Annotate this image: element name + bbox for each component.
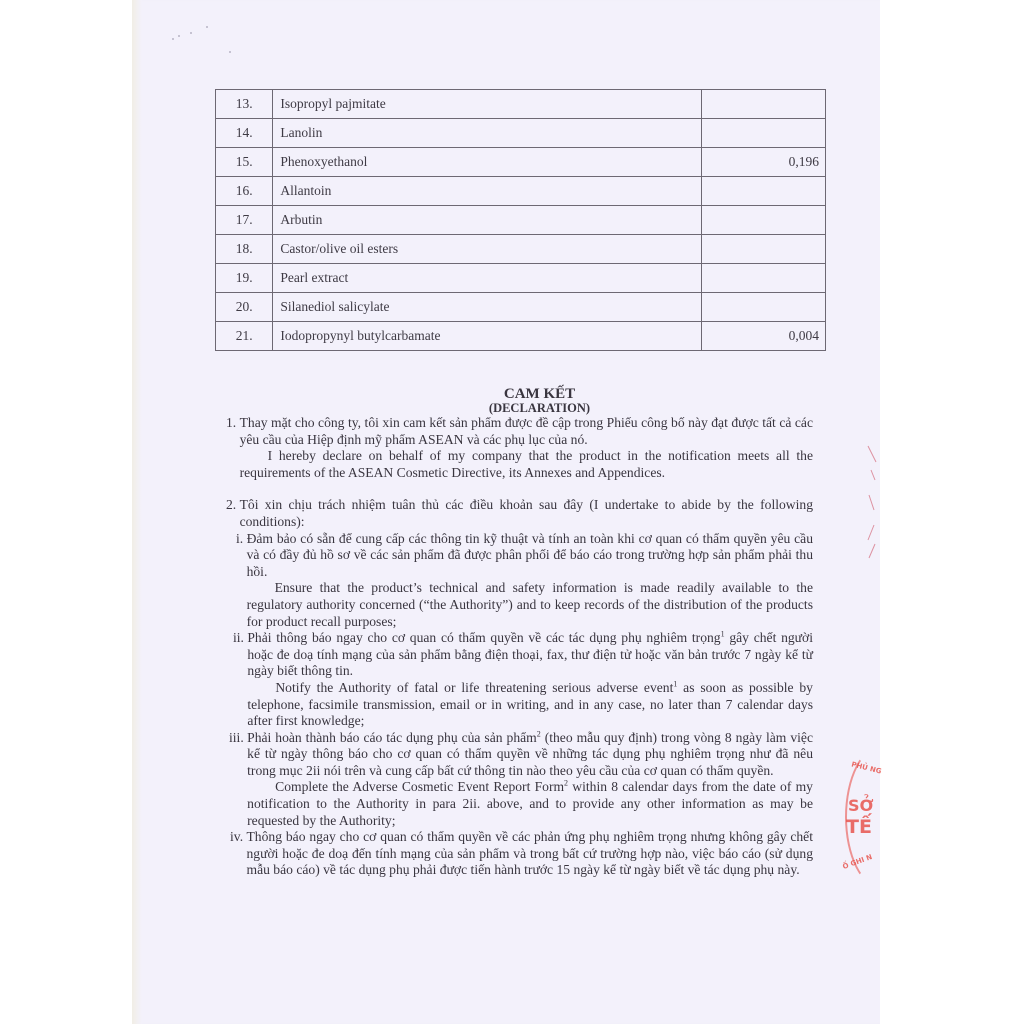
condition-i-english: Ensure that the product’s technical and safety information is made readily available to the regulatory authority concerned (“the Authority”) and to keep records of the distribution of the products for product recall purposes; bbox=[246, 580, 813, 629]
condition-i bbox=[226, 531, 813, 631]
ingredient-name: Silanediol salicylate bbox=[273, 293, 702, 322]
page-left-edge bbox=[132, 0, 142, 1024]
scan-speck bbox=[206, 26, 208, 28]
concentration-value bbox=[702, 235, 826, 264]
concentration-value: 0,004 bbox=[702, 322, 826, 351]
concentration-value bbox=[702, 206, 826, 235]
declaration-item-2 bbox=[226, 497, 813, 530]
condition-label: i. bbox=[236, 530, 247, 546]
declaration-section bbox=[226, 386, 813, 879]
row-number: 13. bbox=[216, 90, 273, 119]
scan-background-right bbox=[880, 0, 1024, 1024]
row-number: 14. bbox=[216, 119, 273, 148]
concentration-value: 0,196 bbox=[702, 148, 826, 177]
row-number: 18. bbox=[216, 235, 273, 264]
ingredient-name: Lanolin bbox=[273, 119, 702, 148]
declaration-item-1 bbox=[226, 415, 813, 481]
stamp-middle-text-1: SỞ bbox=[848, 796, 874, 815]
row-number: 19. bbox=[216, 264, 273, 293]
row-number: 17. bbox=[216, 206, 273, 235]
concentration-value bbox=[702, 177, 826, 206]
text-segment: (theo mẫu quy định) trong vòng 8 ngày làm việc kể từ ngày thông báo cho cơ quan có thẩm quyền về những tác dụng phụ nghiêm trọng như đã nêu trong mục 2ii nói trên và cung cấp bất cứ thông tin nào theo yêu cầu của cơ quan có thẩm quyền. bbox=[247, 729, 813, 778]
row-number: 15. bbox=[216, 148, 273, 177]
scan-speck bbox=[229, 51, 231, 53]
condition-iv-vietnamese: Thông báo ngay cho cơ quan có thẩm quyền về các phản ứng phụ nghiêm trọng nhưng không gây chết người hoặc đe doạ đến tính mạng của sản phẩm và trong bất cứ trường hợp nào, việc báo cáo (sử dụng mẫu báo cáo) về tác dụng phụ phải được tiến hành trước 15 ngày kể từ ngày biết về tác dụng phụ này. bbox=[246, 829, 813, 878]
ingredient-name: Allantoin bbox=[273, 177, 702, 206]
table-row bbox=[216, 148, 826, 177]
text-segment: within 8 calendar days from the date of my notification to the Authority in para 2ii. above, and to provide any other information as may be requested by the Authority; bbox=[247, 779, 813, 828]
footnote-marker: 2 bbox=[564, 778, 569, 788]
table-row bbox=[216, 235, 826, 264]
item-number: 1. bbox=[226, 415, 240, 430]
scan-speck bbox=[172, 38, 174, 40]
text-segment: Phải hoàn thành báo cáo tác dụng phụ của sản phẩm bbox=[247, 729, 537, 745]
item-1-english: I hereby declare on behalf of my company that the product in the notification meets all the requirements of the ASEAN Cosmetic Directive, its Annexes and Appendices. bbox=[239, 448, 813, 480]
table-row bbox=[216, 90, 826, 119]
footnote-marker: 2 bbox=[536, 729, 541, 739]
table-row bbox=[216, 206, 826, 235]
text-segment: Notify the Authority of fatal or life threatening serious adverse event bbox=[275, 679, 674, 695]
ingredient-name: Phenoxyethanol bbox=[273, 148, 702, 177]
row-number: 21. bbox=[216, 322, 273, 351]
declaration-title: CAM KẾT bbox=[503, 386, 576, 402]
footnote-marker: 1 bbox=[720, 629, 725, 639]
item-2-intro: Tôi xin chịu trách nhiệm tuân thủ các điều khoản sau đây (I undertake to abide by the following conditions): bbox=[239, 497, 813, 529]
text-segment: Complete the Adverse Cosmetic Event Report Form bbox=[275, 779, 565, 795]
concentration-value bbox=[702, 119, 826, 148]
row-number: 20. bbox=[216, 293, 273, 322]
stamp-fragment-upper bbox=[866, 440, 880, 560]
condition-label: ii. bbox=[233, 630, 248, 646]
item-number: 2. bbox=[226, 497, 240, 513]
condition-ii bbox=[226, 630, 813, 730]
stamp-middle-text-2: TẾ bbox=[846, 816, 872, 838]
ingredient-name: Arbutin bbox=[273, 206, 702, 235]
ingredient-name: Pearl extract bbox=[273, 264, 702, 293]
row-number: 16. bbox=[216, 177, 273, 206]
concentration-value bbox=[702, 264, 826, 293]
condition-iii bbox=[226, 730, 813, 830]
table-row bbox=[216, 264, 826, 293]
text-segment: as soon as possible by telephone, facsimile transmission, email or in writing, and in any case, no later than 7 calendar days after first knowledge; bbox=[247, 679, 813, 729]
ingredient-name: Isopropyl pajmitate bbox=[273, 90, 702, 119]
text-segment: Phải thông báo ngay cho cơ quan có thẩm quyền về các tác dụng phụ nghiêm trọng bbox=[247, 630, 721, 646]
declaration-subtitle: (DECLARATION) bbox=[488, 401, 591, 415]
scan-speck bbox=[178, 35, 180, 37]
condition-i-vietnamese: Đảm bảo có sẵn để cung cấp các thông tin kỹ thuật và tính an toàn khi cơ quan có thẩm quyền yêu cầu và có đầy đủ hồ sơ về các sản phẩm đã được phân phối để báo cáo trong trường hợp sản phẩm phải thu hồi. bbox=[246, 530, 813, 579]
ingredient-name: Castor/olive oil esters bbox=[273, 235, 702, 264]
ingredients-table bbox=[215, 89, 826, 351]
ingredient-name: Iodopropynyl butylcarbamate bbox=[273, 322, 702, 351]
table-row bbox=[216, 322, 826, 351]
footnote-marker: 1 bbox=[673, 679, 678, 689]
stamp-top-text: PHỦ NG bbox=[850, 760, 883, 776]
condition-ii-english bbox=[247, 680, 813, 730]
spacer bbox=[226, 481, 813, 497]
condition-label: iii. bbox=[229, 729, 248, 745]
concentration-value bbox=[702, 293, 826, 322]
condition-iv bbox=[226, 829, 813, 879]
scan-speck bbox=[190, 32, 192, 34]
table-row bbox=[216, 177, 826, 206]
condition-iii-vietnamese bbox=[247, 730, 813, 780]
stamp-bottom-text: Ố GHI N bbox=[841, 852, 874, 872]
table-row bbox=[216, 119, 826, 148]
concentration-value bbox=[702, 90, 826, 119]
condition-label: iv. bbox=[230, 829, 247, 845]
condition-ii-vietnamese bbox=[247, 630, 813, 680]
item-1-vietnamese: Thay mặt cho công ty, tôi xin cam kết sản phẩm được đề cập trong Phiếu công bố này đạt được tất cả các yêu cầu của Hiệp định mỹ phẩm ASEAN và các phụ lục của nó. bbox=[239, 415, 813, 447]
condition-iii-english bbox=[247, 779, 813, 829]
table-row bbox=[216, 293, 826, 322]
text-segment: gây chết người hoặc đe doạ tính mạng của sản phẩm bằng điện thoại, fax, thư điện tử hoặc văn bản trước 7 ngày kể từ ngày biết thông tin. bbox=[247, 630, 814, 679]
